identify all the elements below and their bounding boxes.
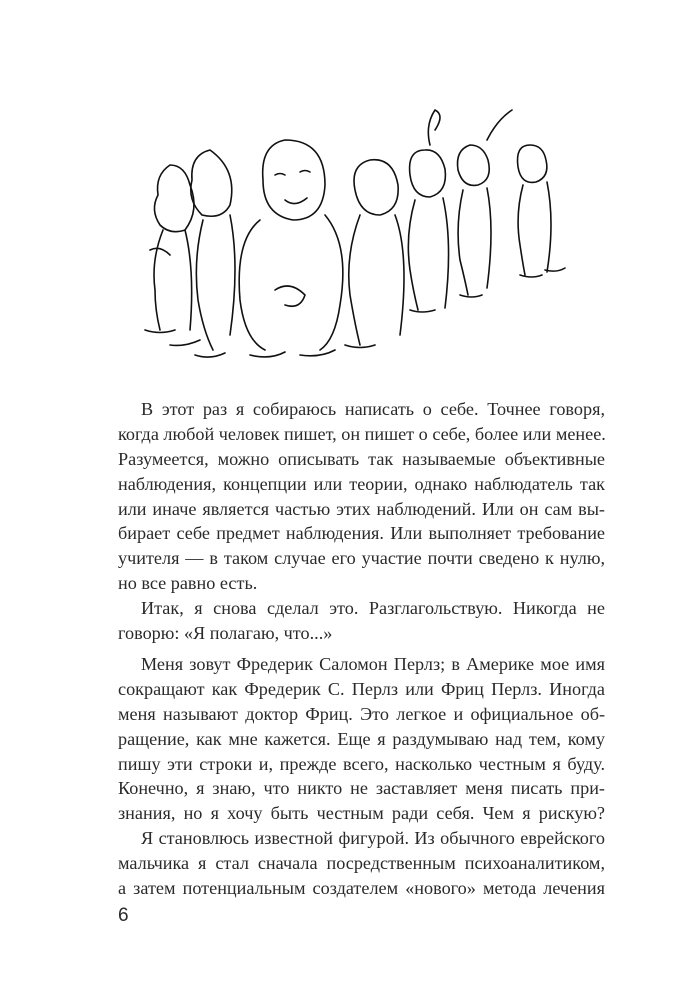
text-line: Разумеется, можно описывать так называемые объективные [118, 448, 605, 469]
figure-7 [518, 145, 566, 277]
text-line: Я становлюсь известной фигурой. Из обычного еврейского [141, 828, 605, 849]
figure-2 [191, 150, 235, 357]
text-line: знания, но я хочу быть честным ради себя. Чем я рискую? [118, 803, 605, 824]
text-line: сокращают как Фредерик С. Перлз или Фриц Перлз. Иногда [118, 678, 605, 699]
text-line: бирает себе предмет наблюдения. Или выполняет требование [118, 523, 605, 544]
figure-1 [145, 165, 200, 345]
figure-6 [458, 110, 513, 297]
text-line: учителя — в таком случае его участие почти сведено к нулю, [118, 548, 605, 569]
text-line: пишу эти строки и, прежде всего, насколько честным я буду. [118, 753, 605, 774]
page-number: 6 [118, 905, 129, 926]
text-line: но все равно есть. [118, 573, 258, 594]
text-line: мальчика я стал сначала посредственным психоаналитиком, [118, 853, 605, 874]
crowd-illustration [125, 100, 575, 375]
text-line: меня называют доктор Фриц. Это легкое и официальное об- [118, 703, 605, 724]
text-line: ращение, как мне кажется. Еще я раздумываю над тем, кому [118, 728, 605, 749]
figure-5 [408, 110, 448, 312]
figure-4 [345, 160, 404, 348]
text-line: наблюдения, концепции или теории, однако наблюдатель так [118, 473, 605, 494]
figure-3 [239, 140, 343, 357]
text-line: В этот раз я собираюсь написать о себе. Точнее говоря, [141, 399, 605, 419]
section-2 [118, 652, 605, 901]
text-line: Итак, я снова сделал это. Разглагольствую. Никогда не [141, 598, 605, 619]
section-1 [118, 397, 605, 646]
text-line: а затем потенциальным создателем «нового» метода лечения [118, 878, 605, 899]
text-line: или иначе является частью этих наблюдений. Или он сам вы- [118, 498, 605, 519]
text-line: когда любой человек пишет, он пишет о себе, более или менее. [118, 423, 606, 444]
text-line: Конечно, я знаю, что никто не заставляет меня писать при- [118, 778, 605, 799]
text-line: говорю: «Я полагаю, что...» [118, 623, 333, 644]
text-line: Меня зовут Фредерик Саломон Перлз; в Америке мое имя [141, 654, 605, 674]
